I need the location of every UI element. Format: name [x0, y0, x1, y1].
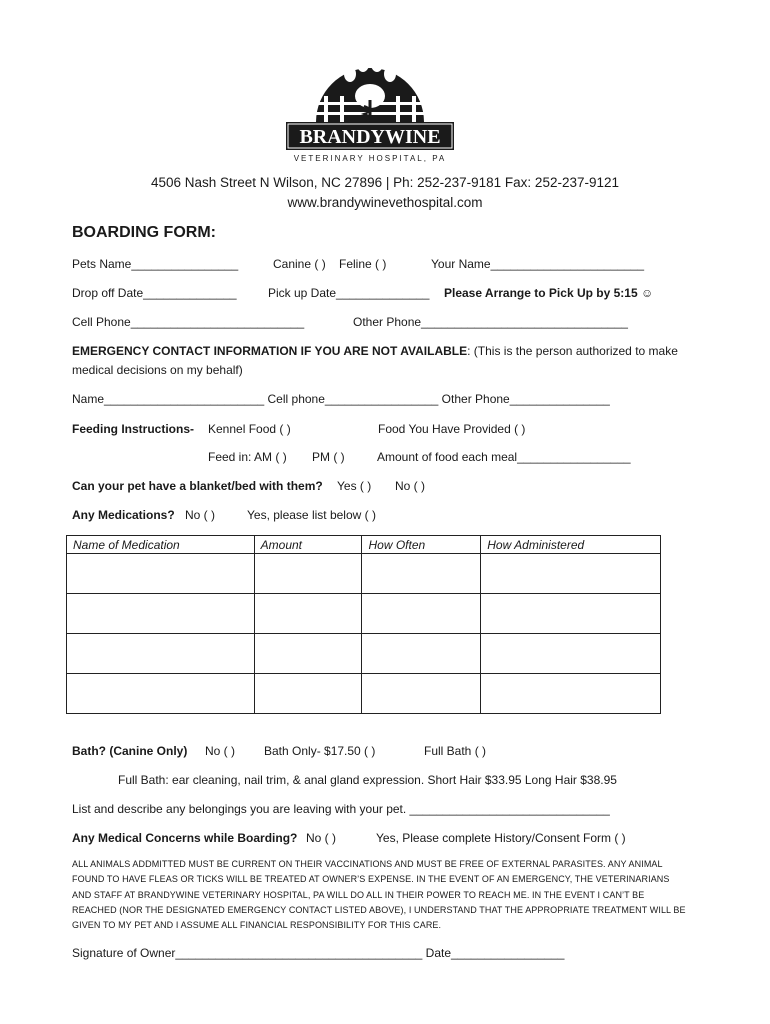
table-row [67, 634, 661, 674]
emergency-contact-intro [72, 344, 678, 358]
table-cell[interactable] [362, 554, 481, 594]
medical-concerns-question: Any Medical Concerns while Boarding? [72, 831, 298, 845]
feline-checkbox[interactable]: Feline ( ) [339, 257, 387, 271]
signature-field[interactable]: Signature of Owner_____________________________________ Date_________________ [72, 946, 565, 960]
concerns-yes-checkbox[interactable]: Yes, Please complete History/Consent Form ( ) [376, 831, 626, 845]
medication-table [66, 535, 661, 714]
pick-up-date-field[interactable]: Pick up Date______________ [268, 286, 430, 300]
bath-only-checkbox[interactable]: Bath Only- $17.50 ( ) [264, 744, 376, 758]
emergency-text-2: medical decisions on my behalf) [72, 363, 243, 377]
table-cell[interactable] [254, 554, 362, 594]
table-cell[interactable] [481, 554, 661, 594]
feeding-label: Feeding Instructions- [72, 422, 195, 436]
your-name-field[interactable]: Your Name_______________________ [431, 257, 645, 271]
column-header: How Often [362, 536, 481, 554]
pickup-time-notice: Please Arrange to Pick Up by 5:15 ☺ [444, 286, 654, 300]
table-cell[interactable] [481, 594, 661, 634]
cell-phone-field[interactable]: Cell Phone__________________________ [72, 315, 305, 329]
table-cell[interactable] [67, 634, 255, 674]
brandywine-logo [284, 44, 456, 166]
logo-tagline: VETERINARY HOSPITAL, PA [293, 154, 447, 163]
table-header-row [67, 536, 661, 554]
belongings-field[interactable]: List and describe any belongings you are leaving with your pet. ______________________________ [72, 802, 610, 816]
food-amount-field[interactable]: Amount of food each meal_________________ [377, 450, 631, 464]
table-cell[interactable] [67, 674, 255, 714]
disclaimer-line: ALL ANIMALS ADDMITTED MUST BE CURRENT ON THEIR VACCINATIONS AND MUST BE FREE OF EXTERNAL PARASITES. ANY ANIMAL [72, 859, 663, 869]
drop-off-date-field[interactable]: Drop off Date______________ [72, 286, 237, 300]
header-website: www.brandywinevethospital.com [287, 195, 483, 210]
table-row [67, 674, 661, 714]
own-food-checkbox[interactable]: Food You Have Provided ( ) [378, 422, 526, 436]
column-header: Amount [254, 536, 362, 554]
table-row [67, 594, 661, 634]
table-cell[interactable] [254, 674, 362, 714]
feed-am-checkbox[interactable]: Feed in: AM ( ) [208, 450, 287, 464]
blanket-yes-checkbox[interactable]: Yes ( ) [337, 479, 372, 493]
header-address: 4506 Nash Street N Wilson, NC 27896 | Ph: 252-237-9181 Fax: 252-237-9121 [150, 175, 620, 190]
logo-name: BRANDYWINE [299, 126, 441, 148]
disclaimer-line: AND STAFF AT BRANDYWINE VETERINARY HOSPITAL, PA WILL DO ALL IN THEIR POWER TO REACH ME. IN THE EVENT I CAN’T BE [72, 890, 645, 900]
bath-question: Bath? (Canine Only) [72, 744, 188, 758]
table-cell[interactable] [362, 674, 481, 714]
medications-yes-checkbox[interactable]: Yes, please list below ( ) [247, 508, 376, 522]
full-bath-details: Full Bath: ear cleaning, nail trim, & anal gland expression. Short Hair $33.95 Long Hair $38.95 [118, 773, 617, 787]
table-cell[interactable] [481, 674, 661, 714]
table-cell[interactable] [362, 634, 481, 674]
form-title: BOARDING FORM: [72, 224, 216, 241]
medications-no-checkbox[interactable]: No ( ) [185, 508, 215, 522]
table-cell[interactable] [67, 554, 255, 594]
table-row [67, 554, 661, 594]
disclaimer-line: GIVEN TO MY PET AND I ASSUME ALL FINANCIAL RESPONSIBILITY FOR THIS CARE. [72, 920, 442, 930]
disclaimer-line: REACHED (NOR THE DESIGNATED EMERGENCY CONTACT LISTED ABOVE), I UNDERSTAND THAT THE APPROPRIATE TREATMENT WILL BE [72, 905, 686, 915]
other-phone-field[interactable]: Other Phone_______________________________ [353, 315, 628, 329]
table-cell[interactable] [67, 594, 255, 634]
pets-name-field[interactable]: Pets Name________________ [72, 257, 239, 271]
full-bath-checkbox[interactable]: Full Bath ( ) [424, 744, 487, 758]
emergency-text-1: : (This is the person authorized to make [467, 344, 678, 358]
medications-question: Any Medications? [72, 508, 175, 522]
table-cell[interactable] [254, 634, 362, 674]
feed-pm-checkbox[interactable]: PM ( ) [312, 450, 345, 464]
blanket-no-checkbox[interactable]: No ( ) [395, 479, 425, 493]
emergency-contact-fields[interactable]: Name________________________ Cell phone_________________ Other Phone_______________ [72, 392, 610, 406]
table-cell[interactable] [481, 634, 661, 674]
table-cell[interactable] [254, 594, 362, 634]
disclaimer-line: FOUND TO HAVE FLEAS OR TICKS WILL BE TREATED AT OWNER’S EXPENSE. IN THE EVENT OF AN EMERGENCY, THE VETERINARIANS [72, 874, 670, 884]
table-cell[interactable] [362, 594, 481, 634]
concerns-no-checkbox[interactable]: No ( ) [306, 831, 336, 845]
kennel-food-checkbox[interactable]: Kennel Food ( ) [208, 422, 291, 436]
emergency-heading: EMERGENCY CONTACT INFORMATION IF YOU ARE NOT AVAILABLE [72, 344, 468, 358]
column-header: How Administered [481, 536, 661, 554]
blanket-question: Can your pet have a blanket/bed with them? [72, 479, 323, 493]
bath-no-checkbox[interactable]: No ( ) [205, 744, 235, 758]
canine-checkbox[interactable]: Canine ( ) [273, 257, 326, 271]
column-header: Name of Medication [67, 536, 255, 554]
